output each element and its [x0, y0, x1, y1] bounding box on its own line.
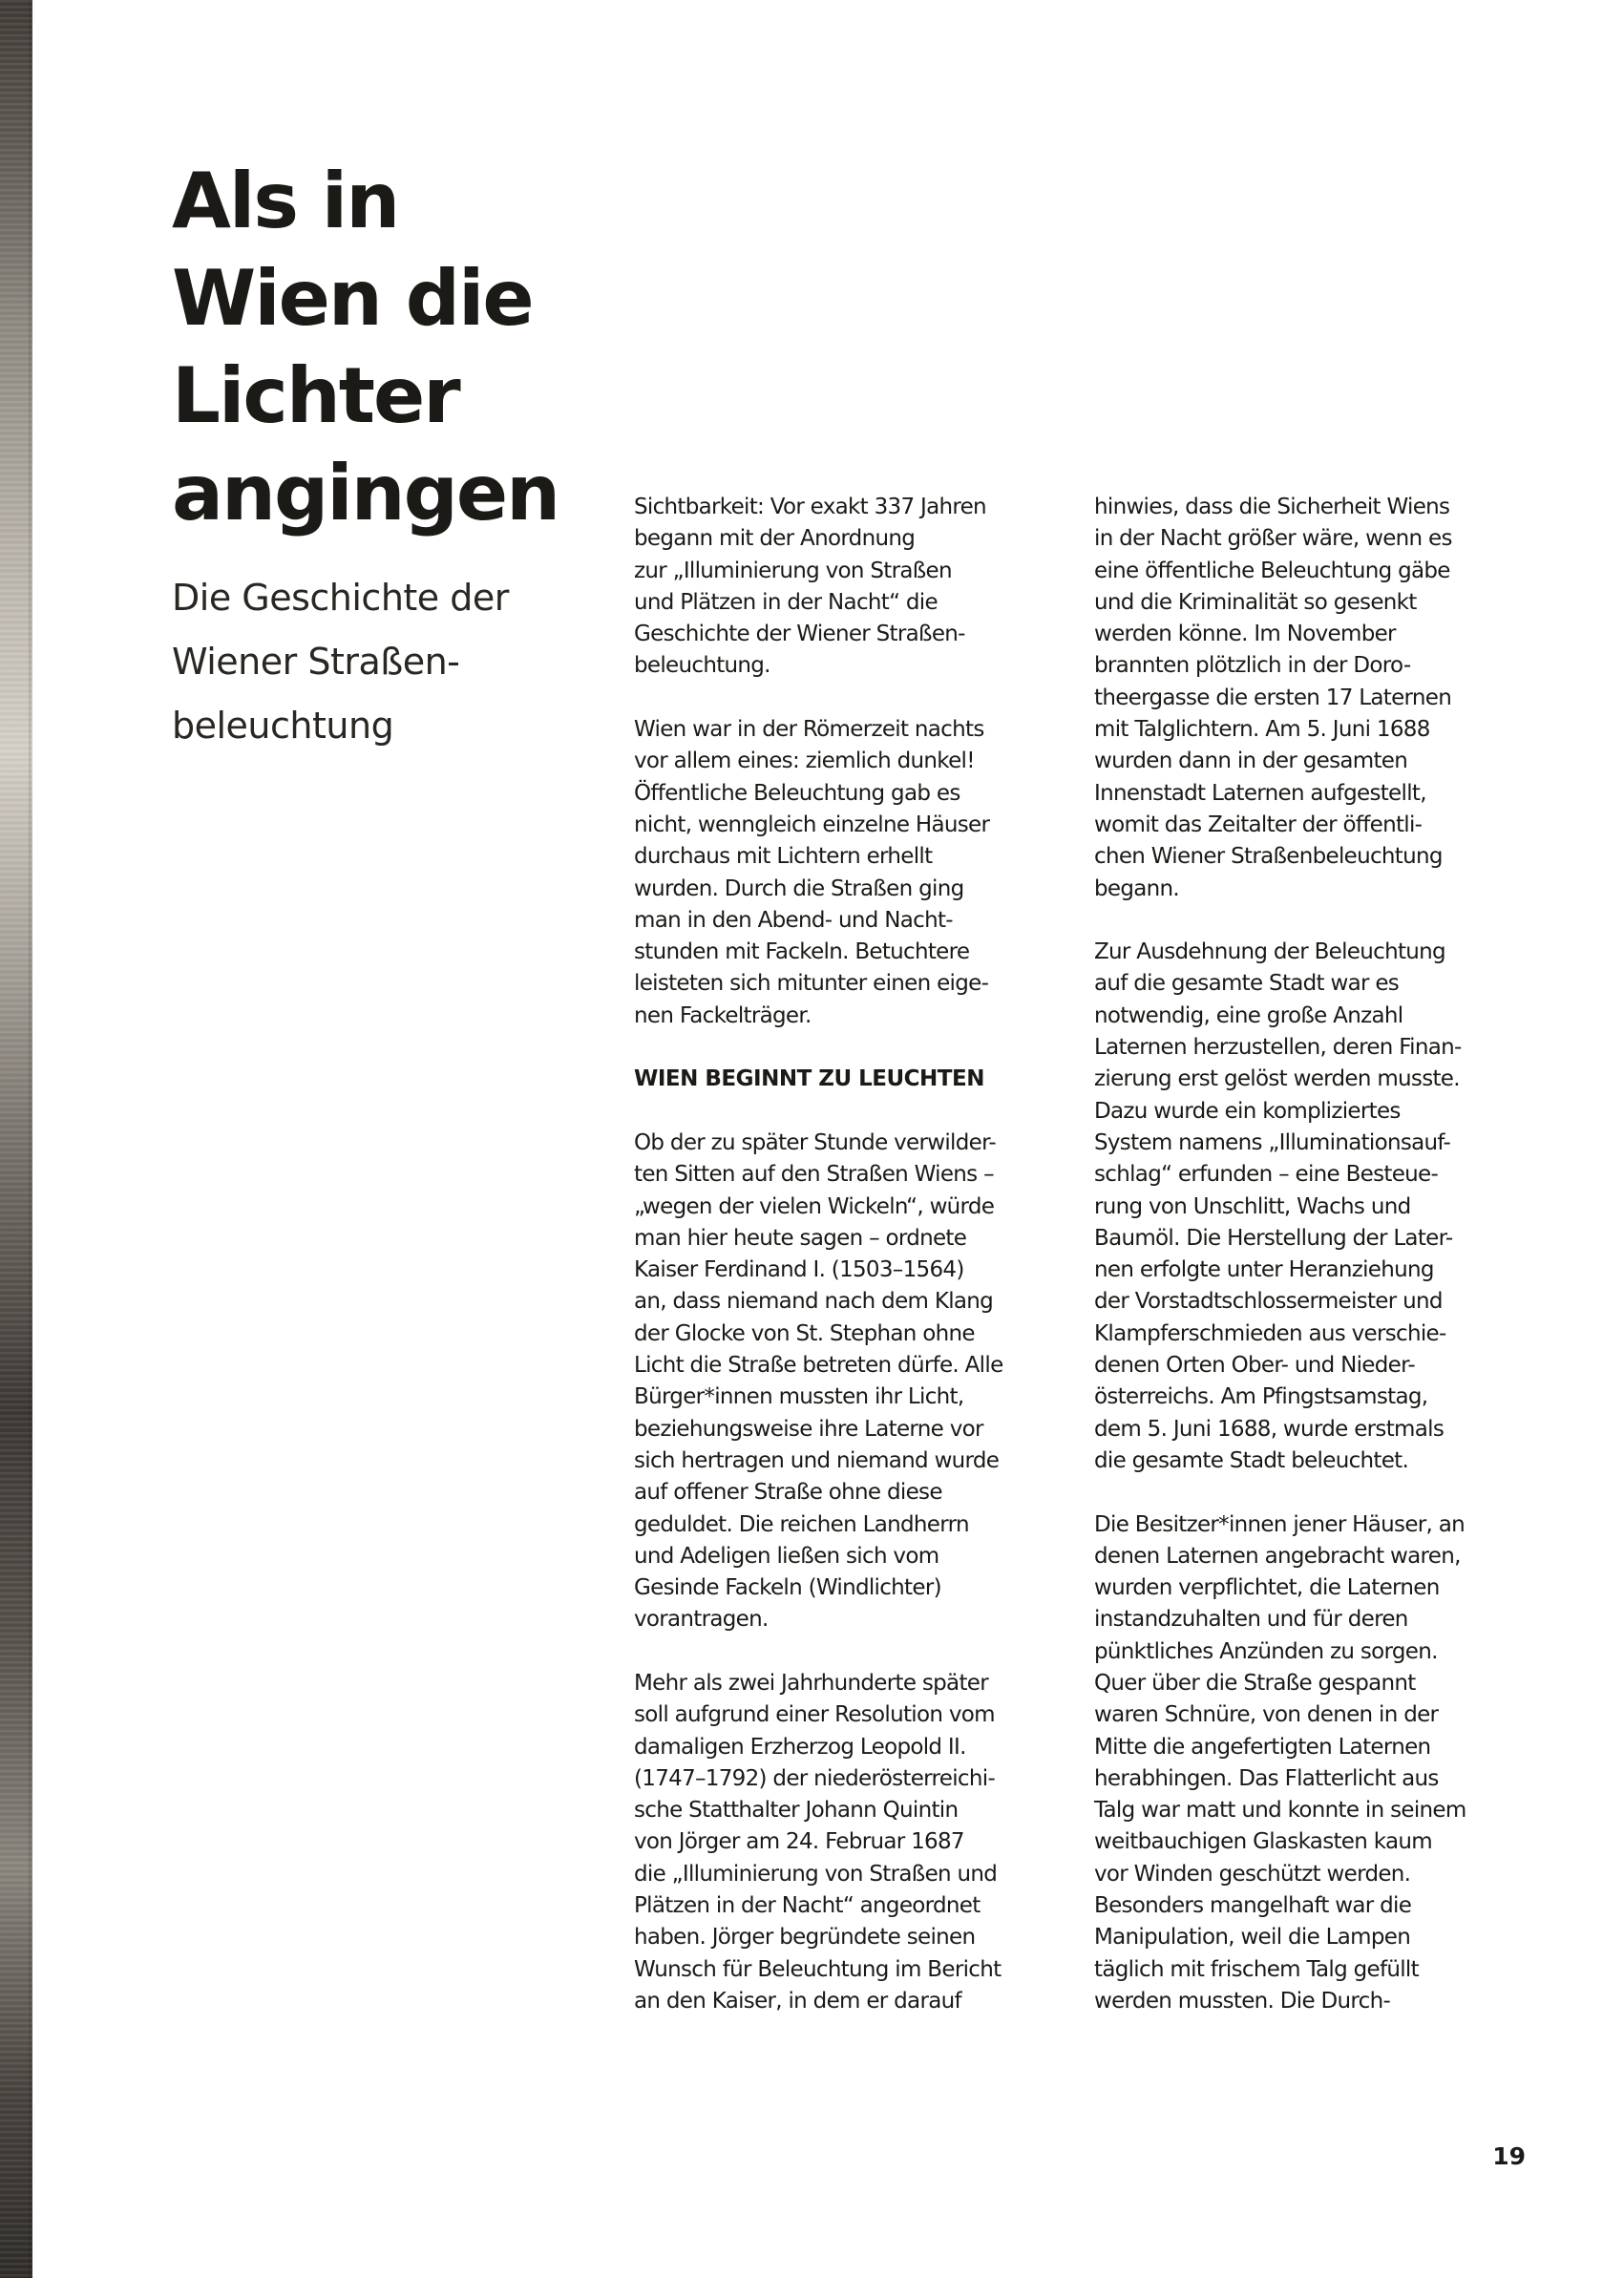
text-line: schlag“ erfunden – eine Besteue-: [1094, 1162, 1439, 1188]
paragraph: [634, 1128, 1073, 1636]
text-line: stunden mit Fackeln. Betuchtere: [634, 939, 970, 965]
text-line: Plätzen in der Nacht“ angeordnet: [634, 1893, 981, 1919]
text-line: Licht die Straße betreten dürfe. Alle: [634, 1353, 1003, 1379]
text-line: nen erfolgte unter Heranziehung: [1094, 1257, 1434, 1283]
text-line: und Plätzen in der Nacht“ die: [634, 589, 938, 615]
text-line: vor Winden geschützt werden.: [1094, 1861, 1411, 1887]
subtitle-line: Die Geschichte der: [172, 577, 509, 619]
text-line: dem 5. Juni 1688, wurde erstmals: [1094, 1416, 1445, 1442]
text-line: Wien war in der Römerzeit nachts: [634, 717, 984, 743]
text-line: zur „Illuminierung von Straßen: [634, 558, 952, 583]
article-title: [172, 153, 559, 542]
text-line: sich hertragen und niemand wurde: [634, 1447, 1000, 1473]
text-line: nen Fackelträger.: [634, 1002, 812, 1028]
text-line: vor allem eines: ziemlich dunkel!: [634, 749, 975, 774]
text-line: sche Statthalter Johann Quintin: [634, 1798, 959, 1824]
text-line: Quer über die Straße gespannt: [1094, 1670, 1416, 1696]
text-line: chen Wiener Straßenbeleuchtung: [1094, 844, 1443, 870]
text-line: vorantragen.: [634, 1607, 769, 1633]
text-line: werden mussten. Die Durch-: [1094, 1988, 1391, 2014]
text-line: Innenstadt Laternen aufgestellt,: [1094, 780, 1426, 806]
paragraph: [634, 1668, 1073, 2017]
text-line: werden könne. Im November: [1094, 622, 1396, 647]
text-line: mit Talglichtern. Am 5. Juni 1688: [1094, 717, 1430, 743]
title-line: Wien die: [172, 254, 533, 343]
text-line: beleuchtung.: [634, 653, 770, 679]
paragraph: [1094, 937, 1533, 1477]
text-line: womit das Zeitalter der öffentli-: [1094, 812, 1423, 837]
text-line: die „Illuminierung von Straßen und: [634, 1861, 998, 1887]
text-line: Ob der zu später Stunde verwilder-: [634, 1129, 996, 1155]
text-line: der Vorstadtschlossermeister und: [1094, 1289, 1443, 1315]
text-line: in der Nacht größer wäre, wenn es: [1094, 526, 1452, 552]
text-line: denen Laternen angebracht waren,: [1094, 1543, 1461, 1569]
text-line: an, dass niemand nach dem Klang: [634, 1289, 994, 1315]
text-line: Wunsch für Beleuchtung im Bericht: [634, 1956, 1002, 1982]
text-line: Klampferschmieden aus verschie-: [1094, 1320, 1446, 1346]
text-line: täglich mit frischem Talg gefüllt: [1094, 1956, 1419, 1982]
subtitle-line: beleuchtung: [172, 705, 394, 747]
text-line: Geschichte der Wiener Straßen-: [634, 622, 965, 647]
text-line: ten Sitten auf den Straßen Wiens –: [634, 1162, 994, 1188]
section-heading: WIEN BEGINNT ZU LEUCHTEN: [634, 1066, 984, 1092]
text-line: begann mit der Anordnung: [634, 526, 916, 552]
text-line: Gesinde Fackeln (Windlichter): [634, 1575, 941, 1601]
text-line: und die Kriminalität so gesenkt: [1094, 589, 1417, 615]
text-line: leisteten sich mitunter einen eige-: [634, 971, 989, 997]
text-line: begann.: [1094, 875, 1180, 901]
paragraph: [634, 714, 1073, 1032]
text-line: Dazu wurde ein kompliziertes: [1094, 1098, 1401, 1124]
text-line: damaligen Erzherzog Leopold II.: [634, 1734, 966, 1760]
text-line: österreichs. Am Pfingstsamstag,: [1094, 1384, 1428, 1410]
text-line: Talg war matt und konnte in seinem: [1094, 1798, 1466, 1824]
text-line: Baumöl. Die Herstellung der Later-: [1094, 1225, 1453, 1251]
subtitle-line: Wiener Straßen-: [172, 641, 460, 683]
text-line: die gesamte Stadt beleuchtet.: [1094, 1447, 1409, 1473]
text-line: instandzuhalten und für deren: [1094, 1607, 1408, 1633]
text-line: soll aufgrund einer Resolution vom: [634, 1702, 995, 1728]
article-subtitle: [172, 566, 509, 758]
text-line: man in den Abend- und Nacht-: [634, 907, 953, 933]
text-line: Öffentliche Beleuchtung gab es: [634, 780, 960, 806]
text-line: zierung erst gelöst werden musste.: [1094, 1066, 1460, 1092]
text-line: Kaiser Ferdinand I. (1503–1564): [634, 1257, 964, 1283]
title-line: Lichter: [172, 351, 459, 440]
text-line: beziehungsweise ihre Laterne vor: [634, 1416, 983, 1442]
text-line: der Glocke von St. Stephan ohne: [634, 1320, 975, 1346]
text-line: weitbauchigen Glaskasten kaum: [1094, 1829, 1432, 1855]
text-line: Laternen herzustellen, deren Finan-: [1094, 1035, 1462, 1061]
text-line: wurden verpflichtet, die Laternen: [1094, 1575, 1440, 1601]
text-line: wurden. Durch die Straßen ging: [634, 875, 964, 901]
text-line: Bürger*innen mussten ihr Licht,: [634, 1384, 964, 1410]
page-number: 19: [1492, 2142, 1526, 2170]
text-line: Sichtbarkeit: Vor exakt 337 Jahren: [634, 495, 986, 519]
text-line: haben. Jörger begründete seinen: [634, 1925, 976, 1951]
text-line: Zur Ausdehnung der Beleuchtung: [1094, 939, 1445, 965]
text-line: wurden dann in der gesamten: [1094, 749, 1408, 774]
text-line: geduldet. Die reichen Landherrn: [634, 1511, 969, 1537]
text-line: waren Schnüre, von denen in der: [1094, 1702, 1439, 1728]
text-line: auf offener Straße ohne diese: [634, 1480, 942, 1506]
text-line: Mitte die angefertigten Laternen: [1094, 1734, 1431, 1760]
text-line: brannten plötzlich in der Doro-: [1094, 653, 1411, 679]
text-line: Mehr als zwei Jahrhunderte später: [634, 1670, 988, 1696]
text-line: auf die gesamte Stadt war es: [1094, 971, 1400, 997]
text-line: rung von Unschlitt, Wachs und: [1094, 1193, 1411, 1219]
text-line: durchaus mit Lichtern erhellt: [634, 844, 933, 870]
title-line: Als in: [172, 157, 399, 245]
paragraph: [1094, 492, 1533, 905]
text-line: herabhingen. Das Flatterlicht aus: [1094, 1765, 1439, 1791]
text-line: denen Orten Ober- und Nieder-: [1094, 1353, 1415, 1379]
paragraph: [1094, 1509, 1533, 2018]
text-line: (1747–1792) der niederösterreichi-: [634, 1765, 996, 1791]
text-line: theergasse die ersten 17 Laternen: [1094, 685, 1452, 710]
text-line: Die Besitzer*innen jener Häuser, an: [1094, 1511, 1466, 1537]
text-column-1: [634, 492, 1073, 2050]
text-line: System namens „Illuminationsauf-: [1094, 1129, 1451, 1155]
text-line: „wegen der vielen Wickeln“, würde: [634, 1193, 995, 1219]
text-line: eine öffentliche Beleuchtung gäbe: [1094, 558, 1450, 583]
title-line: angingen: [172, 449, 559, 538]
text-line: an den Kaiser, in dem er darauf: [634, 1988, 961, 2014]
text-line: Besonders mangelhaft war die: [1094, 1893, 1412, 1919]
text-column-2: [1094, 492, 1533, 2050]
text-line: hinwies, dass die Sicherheit Wiens: [1094, 495, 1450, 519]
text-line: man hier heute sagen – ordnete: [634, 1225, 967, 1251]
text-line: und Adeligen ließen sich vom: [634, 1543, 939, 1569]
text-line: Manipulation, weil die Lampen: [1094, 1925, 1411, 1951]
text-line: pünktliches Anzünden zu sorgen.: [1094, 1638, 1438, 1664]
text-line: von Jörger am 24. Februar 1687: [634, 1829, 964, 1855]
photo-strip-image: [0, 0, 32, 2278]
text-line: notwendig, eine große Anzahl: [1094, 1002, 1403, 1028]
paragraph: [634, 492, 1073, 683]
text-line: nicht, wenngleich einzelne Häuser: [634, 812, 990, 837]
